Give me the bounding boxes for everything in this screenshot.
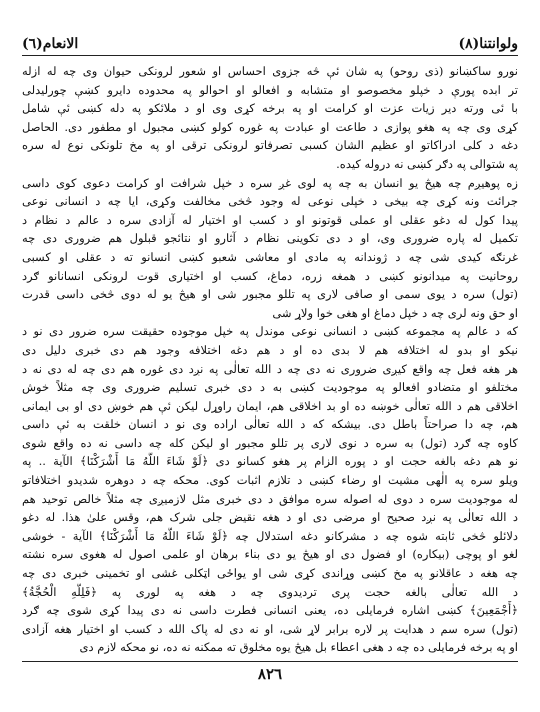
- text-line: (تول) سره د یوی سمی او صافی لاری په تللو مجبور شی او هیڅ یو له دوی څخی داسی قدرت: [22, 287, 518, 302]
- text-line: کاوه چه ګرد (تول) به سره د نوی لاری پر تللو مجبور او لیکن کله چه داسی نه ده واقع شوی: [22, 435, 518, 450]
- text-line: تکمیل له پاره ضروری وی، او د دی تکوینی نظام د آثارو او نتائجو قبلول هم ضروری دی چه: [22, 231, 518, 246]
- page-header: [22, 30, 518, 52]
- text-line: نورو ساکښانو (ذی روحو) په شان ئې څه جزوی احساس او شعور لرونکی حیوان وی چه له ازله: [22, 64, 518, 78]
- text-line: له موجودیت سره د دوی له اصوله سره موافق د دی خبری مثل لازمیږی چه مثلاً خالص توحید هم: [22, 491, 518, 506]
- text-line: زه پوهیږم چه هیڅ یو انسان به چه په لوی غږ سره د خپل شرافت او کرامت دعوی کوی داسی: [22, 175, 518, 190]
- text-line: کړی وی چه په هغو پوازی د طاعت او عبادت په غوره کولو کښی مجبول او مطفور دی. الحاصل: [22, 119, 518, 134]
- text-line: ویلو سره په الٰهی مشیت او رضاء کښی د تلازم اثبات کوی. محکه چه د دوهره شدیدو اختلافاتو: [22, 473, 518, 488]
- header-divider: [22, 55, 518, 56]
- text-line: د الله تعالٰی بالغه حجت پری تردیدوی چه د هغه په لوری په ﴿فَلِلَّهِ الْحُجَّةُ﴾: [22, 584, 518, 599]
- text-line: د الله تعالٰی په نږد صحیح او مرضی دی او د هغه نقیض جلی شرک هم، وقس علیٰ هذا. له دغو: [22, 510, 518, 525]
- text-line: ﴿أَجْمَعِينَ﴾ کښی اشاره فرمایلی ده، یعنی انسانی فطرت داسی نه دی پیدا کړی شوی چه ګرد: [22, 603, 518, 618]
- text-line: با ئی ورته دیر زیات عزت او کرامت او په برخه کړی وی او د ملائکو په دله کښی ئې شامل: [22, 101, 518, 116]
- text-line: نیکو او بدو له اختلافه هم لا بدی ده او د هم دغه اختلافه وجود هم دی خبری دلیل دی: [22, 342, 518, 357]
- text-line: او په برخه فرمایلی ده چه د هغی اعطاء بل هیڅ یوه مخلوق ته ممکنه نه ده، نو محکه لازم دی: [79, 640, 518, 655]
- text-line: پیدا کول له دغو عقلی او عملی قوتونو او د کسب او اختیار له آزادی سره د عالم د نظام د: [22, 212, 518, 227]
- header-surah-title: ولوانتنا(۸): [458, 36, 518, 52]
- text-line: دغه د کلی ادراکاتو او عظیم الشان کسبی تصرفاتو لرونکی ترقی او په مخ تلونکی نوع له سره: [22, 138, 518, 153]
- text-line: دلائلو څخی ثابته شوه چه د مشرکانو دغه استدلال چه ﴿لَوْ شَاءَ اللَّهُ مَا أَشْرَكْنَا﴾ الآية - خوشی: [22, 528, 518, 543]
- text-line: او حق ونه لری چه د خپل دماغ او هغی خوا ولاړ شی: [272, 305, 518, 320]
- header-chapter-title: الانعام(٦): [22, 36, 79, 52]
- footer-divider: [22, 661, 518, 662]
- text-line: هر هغه فعل چه واقع کیږی ضروری نه دی چه د الله تعالٰی په نږد دی غوره هم دی چه له دی نه د: [22, 361, 518, 376]
- text-line: روحانیت په میدانونو کښی د همغه زره، دماغ، کسب او اختیاری قوت لرونکی انسانانو ګرد: [22, 268, 518, 283]
- text-line: لغو او پوچی (بیکاره) او فضول دی او هیڅ یو دی بناء برهان او علمی اصول له هغوی سره نشته: [22, 547, 518, 562]
- text-line: مختلفو او متضادو افعالو په موجودیت کښی به د دی خبری تسلیم ضروری وی چه مثلاً خوش: [22, 380, 518, 395]
- text-line: جرائت ونه کړی چه بیخی د خپلی نوعی له وجود څخی مخالفت وکړی، ایا چه د انسانی نوعی: [22, 194, 518, 209]
- text-line: هم، چه دا صراحتاً باطل دی. بیشکه که د الله تعالٰی اراده وی نو د انسان خلقت به ئې داسی: [22, 417, 518, 432]
- page-number: ۸۲٦: [257, 665, 283, 683]
- text-line: غرنګه کیدی شی چه د ژوندانه په مادی او معاشی شعبو کښی انسانو ته د عقلی او کسبی: [22, 249, 518, 264]
- text-line: که د عالم په مجموعه کښی د انسانی نوعی موندل په خپل موجوده حقیقت سره ضرور دی نو د: [22, 324, 518, 339]
- text-line: (تول) سره سم د هدایت پر لاره برابر لاړ شی، او نه دی له پاک الله د کسب او اختیار هغه آزادی: [22, 621, 518, 636]
- text-line: نو هم دغه بالغه حجت او د پوره الزام پر هغو کسانو دی ﴿لَوْ شَاءَ اللَّهُ مَا أَشْرَكْنَا﴾ الآية .. په: [22, 454, 518, 469]
- text-line: اخلاقی هم د الله تعالٰی خوښه ده او بد اخلاقی هم، ایمان راوړل لیکن ئې هم خوښ دی او بی ایمانی: [22, 398, 518, 413]
- body-text: [22, 62, 518, 658]
- text-line: چه هغه د عاقلانو په مخ کښی وړاندی کړی شی او یواځی اټکلی غشی او تخمینی خبری دی چه: [22, 566, 518, 581]
- text-line: تر ابده پورې د خپلو مخصوصو او متشابه و افعالو او احوالو په محدوده دایرو کښې چورلیدلی: [22, 82, 518, 97]
- text-line: په شتوالی په دګر کښی نه دروله کیده.: [336, 156, 518, 171]
